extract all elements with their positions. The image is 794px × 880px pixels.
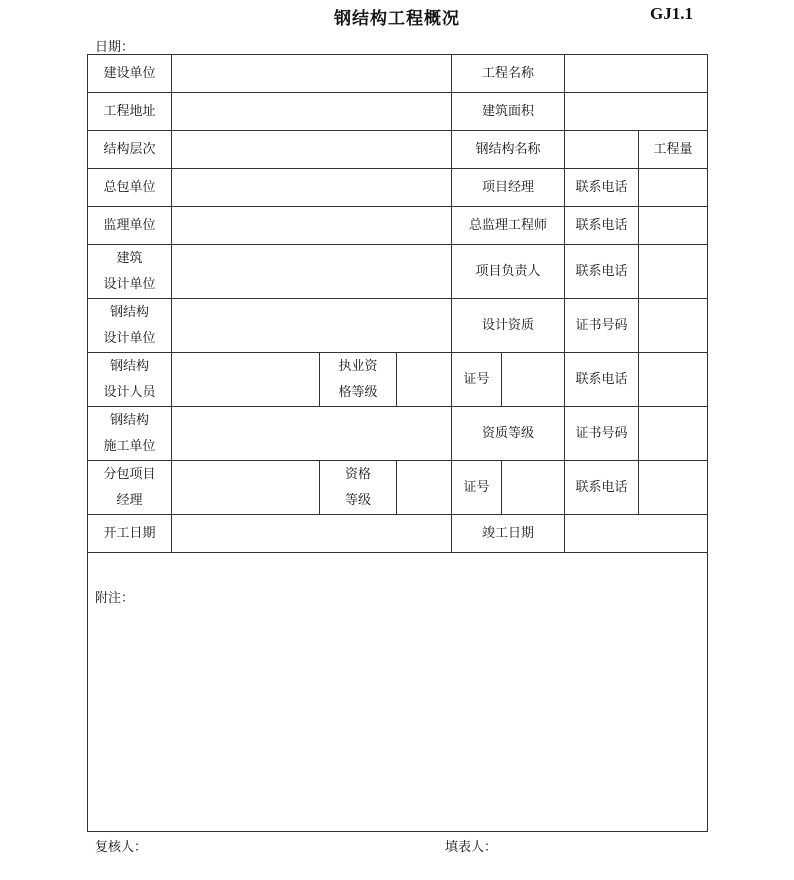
overview-form-table (87, 54, 708, 832)
notes-label: 附注： (95, 591, 135, 606)
phone-field[interactable] (639, 207, 708, 245)
form-row (88, 461, 708, 515)
structure-floors-field[interactable] (172, 131, 452, 169)
form-row (88, 245, 708, 299)
structure-floors-label: 结构层次 (88, 131, 172, 169)
steel-construction-unit-field[interactable] (172, 407, 452, 461)
start-date-label: 开工日期 (88, 515, 172, 553)
form-row (88, 515, 708, 553)
architectural-design-unit-field[interactable] (172, 245, 452, 299)
steel-construction-unit-label: 钢结构 施工单位 (88, 407, 172, 461)
form-code: GJ1.1 (650, 4, 693, 23)
project-manager-label: 项目经理 (452, 169, 565, 207)
building-area-label: 建筑面积 (452, 93, 565, 131)
steel-designer-label: 钢结构 设计人员 (88, 353, 172, 407)
practice-qualification-label: 执业资 格等级 (320, 353, 397, 407)
form-row (88, 207, 708, 245)
completion-date-label: 竣工日期 (452, 515, 565, 553)
general-contractor-label: 总包单位 (88, 169, 172, 207)
form-row (88, 55, 708, 93)
project-address-field[interactable] (172, 93, 452, 131)
license-number-field[interactable] (502, 461, 565, 515)
notes-area[interactable] (88, 553, 708, 832)
phone-field[interactable] (639, 169, 708, 207)
form-row (88, 93, 708, 131)
license-number-label: 证号 (452, 461, 502, 515)
steel-design-unit-label: 钢结构 设计单位 (88, 299, 172, 353)
phone-field[interactable] (639, 353, 708, 407)
qualification-level-label: 资格 等级 (320, 461, 397, 515)
project-address-label: 工程地址 (88, 93, 172, 131)
qualification-level-field[interactable] (397, 461, 452, 515)
form-row (88, 169, 708, 207)
license-number-field[interactable] (502, 353, 565, 407)
supervision-unit-label: 监理单位 (88, 207, 172, 245)
subcontract-manager-label: 分包项目 经理 (88, 461, 172, 515)
form-row (88, 553, 708, 832)
license-number-label: 证号 (452, 353, 502, 407)
steel-structure-name-label: 钢结构名称 (452, 131, 565, 169)
quantity-label: 工程量 (639, 131, 708, 169)
date-label: 日期： (95, 40, 135, 55)
form-row (88, 353, 708, 407)
form-title: 钢结构工程概况 (334, 9, 460, 29)
design-qualification-label: 设计资质 (452, 299, 565, 353)
project-leader-label: 项目负责人 (452, 245, 565, 299)
phone-label: 联系电话 (565, 353, 639, 407)
certificate-number-label: 证书号码 (565, 299, 639, 353)
certificate-number-field[interactable] (639, 299, 708, 353)
supervision-unit-field[interactable] (172, 207, 452, 245)
start-date-field[interactable] (172, 515, 452, 553)
construction-unit-label: 建设单位 (88, 55, 172, 93)
form-row (88, 407, 708, 461)
construction-unit-field[interactable] (172, 55, 452, 93)
project-name-field[interactable] (565, 55, 708, 93)
architectural-design-unit-label: 建筑 设计单位 (88, 245, 172, 299)
practice-qualification-field[interactable] (397, 353, 452, 407)
certificate-number-label: 证书号码 (565, 407, 639, 461)
steel-designer-field[interactable] (172, 353, 320, 407)
form-row (88, 299, 708, 353)
reviewer-label: 复核人： (95, 840, 148, 855)
phone-field[interactable] (639, 245, 708, 299)
project-name-label: 工程名称 (452, 55, 565, 93)
phone-label: 联系电话 (565, 245, 639, 299)
certificate-number-field[interactable] (639, 407, 708, 461)
steel-structure-name-field[interactable] (565, 131, 639, 169)
subcontract-manager-field[interactable] (172, 461, 320, 515)
completion-date-field[interactable] (565, 515, 708, 553)
filler-label: 填表人： (445, 840, 498, 855)
phone-label: 联系电话 (565, 207, 639, 245)
building-area-field[interactable] (565, 93, 708, 131)
form-row (88, 131, 708, 169)
general-contractor-field[interactable] (172, 169, 452, 207)
phone-label: 联系电话 (565, 461, 639, 515)
phone-label: 联系电话 (565, 169, 639, 207)
chief-supervisor-label: 总监理工程师 (452, 207, 565, 245)
qualification-grade-label: 资质等级 (452, 407, 565, 461)
phone-field[interactable] (639, 461, 708, 515)
steel-design-unit-field[interactable] (172, 299, 452, 353)
